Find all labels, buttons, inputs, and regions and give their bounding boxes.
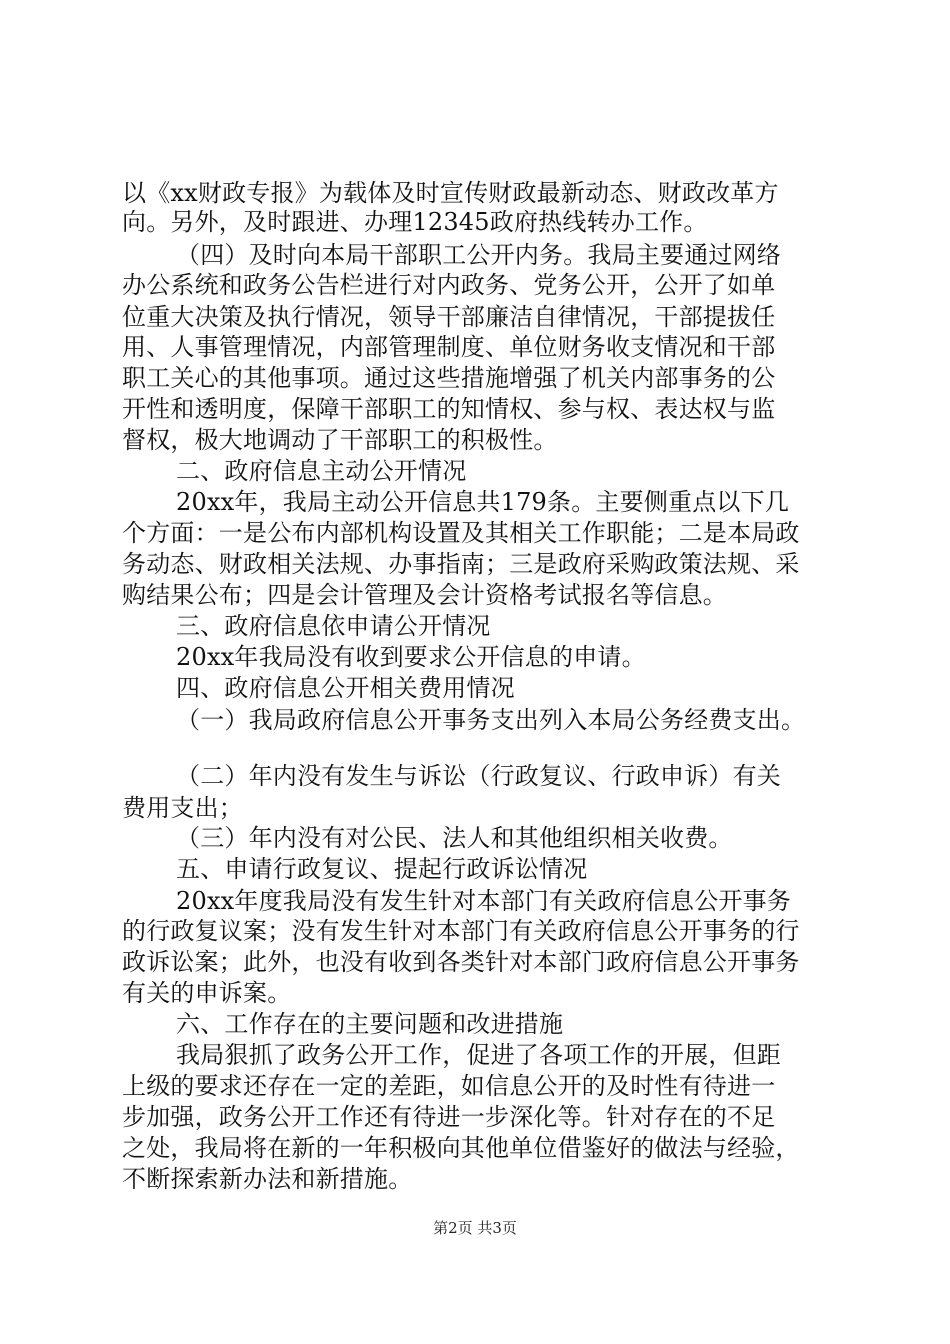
paragraph-line: 上级的要求还存在一定的差距，如信息公开的及时性有待进一: [122, 1072, 776, 1100]
section-heading: 二、政府信息主动公开情况: [176, 457, 467, 485]
paragraph-line: 20xx年度我局没有发生针对本部门有关政府信息公开事务: [176, 887, 792, 915]
paragraph-line: 位重大决策及执行情况，领导干部廉洁自律情况，干部提拔任: [122, 303, 776, 331]
section-heading: 五、申请行政复议、提起行政诉讼情况: [176, 855, 588, 883]
paragraph-line: （三）年内没有对公民、法人和其他组织相关收费。: [176, 824, 733, 852]
section-heading: 三、政府信息依申请公开情况: [176, 612, 491, 640]
paragraph-line: 20xx年我局没有收到要求公开信息的申请。: [176, 643, 646, 671]
paragraph-line: 职工关心的其他事项。通过这些措施增强了机关内部事务的公: [122, 364, 776, 392]
section-heading: 六、工作存在的主要问题和改进措施: [176, 1010, 564, 1038]
paragraph-line: 费用支出；: [122, 794, 243, 822]
paragraph-line: 用、人事管理情况，内部管理制度、单位财务收支情况和干部: [122, 333, 776, 361]
paragraph-line: 购结果公布；四是会计管理及会计资格考试报名等信息。: [122, 581, 727, 609]
paragraph-line: 政诉讼案；此外，也没有收到各类针对本部门政府信息公开事务: [122, 948, 800, 976]
section-heading: 四、政府信息公开相关费用情况: [176, 674, 515, 702]
paragraph-line: 个方面：一是公布内部机构设置及其相关工作职能；二是本局政: [122, 519, 800, 547]
paragraph-line: 务动态、财政相关法规、办事指南；三是政府采购政策法规、采: [122, 550, 800, 578]
paragraph-line: 步加强，政务公开工作还有待进一步深化等。针对存在的不足: [122, 1103, 776, 1131]
paragraph-line: （二）年内没有发生与诉讼（行政复议、行政申诉）有关: [176, 762, 781, 790]
paragraph-line: 办公系统和政务公告栏进行对内政务、党务公开，公开了如单: [122, 271, 776, 299]
paragraph-line: 有关的申诉案。: [122, 979, 292, 1007]
paragraph-line: 不断探索新办法和新措施。: [122, 1165, 413, 1193]
paragraph-line: 督权，极大地调动了干部职工的积极性。: [122, 426, 558, 454]
paragraph-line: 开性和透明度，保障干部职工的知情权、参与权、表达权与监: [122, 395, 776, 423]
paragraph-line: （四）及时向本局干部职工公开内务。我局主要通过网络: [176, 241, 781, 269]
paragraph-line: 向。另外，及时跟进、办理12345政府热线转办工作。: [122, 208, 708, 236]
paragraph-line: （一）我局政府信息公开事务支出列入本局公务经费支出。: [176, 706, 806, 734]
paragraph-line: 我局狠抓了政务公开工作，促进了各项工作的开展，但距: [176, 1041, 781, 1069]
page-number-footer: 第2页 共3页: [433, 1219, 517, 1237]
paragraph-line: 20xx年，我局主动公开信息共179条。主要侧重点以下几: [176, 488, 790, 516]
paragraph-line: 的行政复议案；没有发生针对本部门有关政府信息公开事务的行: [122, 917, 800, 945]
paragraph-line: 以《xx财政专报》为载体及时宣传财政最新动态、财政改革方: [122, 179, 779, 207]
paragraph-line: 之处，我局将在新的一年积极向其他单位借鉴好的做法与经验，: [122, 1134, 800, 1162]
